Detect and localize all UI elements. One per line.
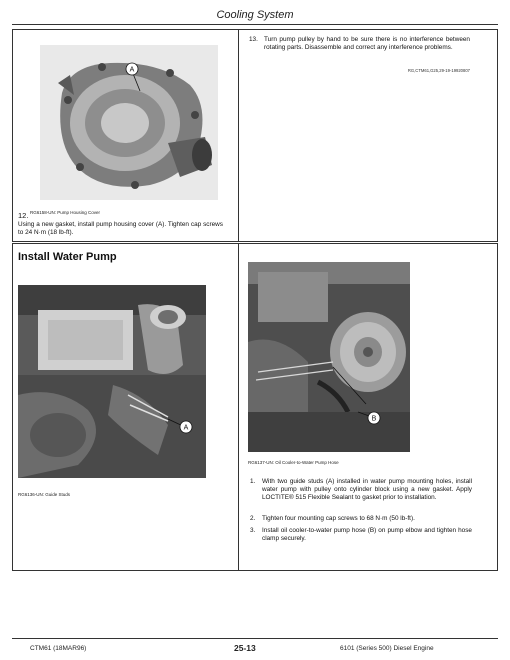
install-step-1-text: With two guide studs (A) installed in water pump mounting holes, install water pump with pulley onto cylinder block using a new gasket. Apply LOCTITE® 515 Flexible Sealant to gasket prior to installation.	[262, 478, 472, 502]
header-rule	[12, 24, 498, 25]
pump-housing-cover-photo	[40, 45, 218, 200]
footer-right: 6101 (Series 500) Diesel Engine	[340, 645, 434, 652]
step-12-number: 12.	[18, 211, 29, 220]
install-step-3	[250, 527, 472, 545]
oil-cooler-hose-photo	[248, 262, 410, 452]
reference-code: RG,CTM61,G25,29-19-19920807	[407, 68, 470, 73]
bottom-column-divider	[238, 243, 239, 571]
install-step-1-number: 1.	[250, 478, 256, 485]
step-13-number: 13.	[249, 36, 258, 43]
left-callout-a: A	[183, 424, 189, 432]
section-title: Install Water Pump	[18, 251, 117, 263]
footer-left: CTM61 (18MAR96)	[30, 645, 87, 652]
step-13-text: Turn pump pulley by hand to be sure there is no interference between rotating parts. Disassemble and correct any interference problems.	[264, 36, 470, 52]
step-12	[18, 212, 223, 240]
install-step-2	[250, 515, 472, 525]
step-13	[249, 36, 470, 66]
install-step-3-text: Install oil cooler-to-water pump hose (B) on pump elbow and tighten hose clamp securely.	[262, 527, 472, 543]
footer-rule	[12, 638, 498, 639]
install-step-3-number: 3.	[250, 527, 256, 534]
right-callout-b: B	[371, 415, 377, 423]
left-photo-caption: RG6136-UN: Guide Studs	[18, 492, 71, 497]
install-step-2-number: 2.	[250, 515, 256, 522]
right-photo-caption: RG6137-UN: Oil Cooler-to-Water Pump Hose	[248, 460, 339, 465]
step-12-text: Using a new gasket, install pump housing cover (A). Tighten cap screws to 24 N·m (18 lb-ft).	[18, 221, 223, 237]
install-step-2-text: Tighten four mounting cap screws to 68 N·m (50 lb-ft).	[262, 515, 415, 522]
top-photo-caption: RG6158-UN: Pump Housing Cover	[30, 210, 101, 215]
footer-page-number: 25-13	[234, 643, 256, 653]
guide-studs-photo	[18, 285, 206, 478]
top-column-divider	[238, 29, 239, 242]
top-callout-a: A	[129, 66, 135, 74]
page-header-title: Cooling System	[216, 9, 294, 21]
install-step-1	[250, 478, 472, 512]
